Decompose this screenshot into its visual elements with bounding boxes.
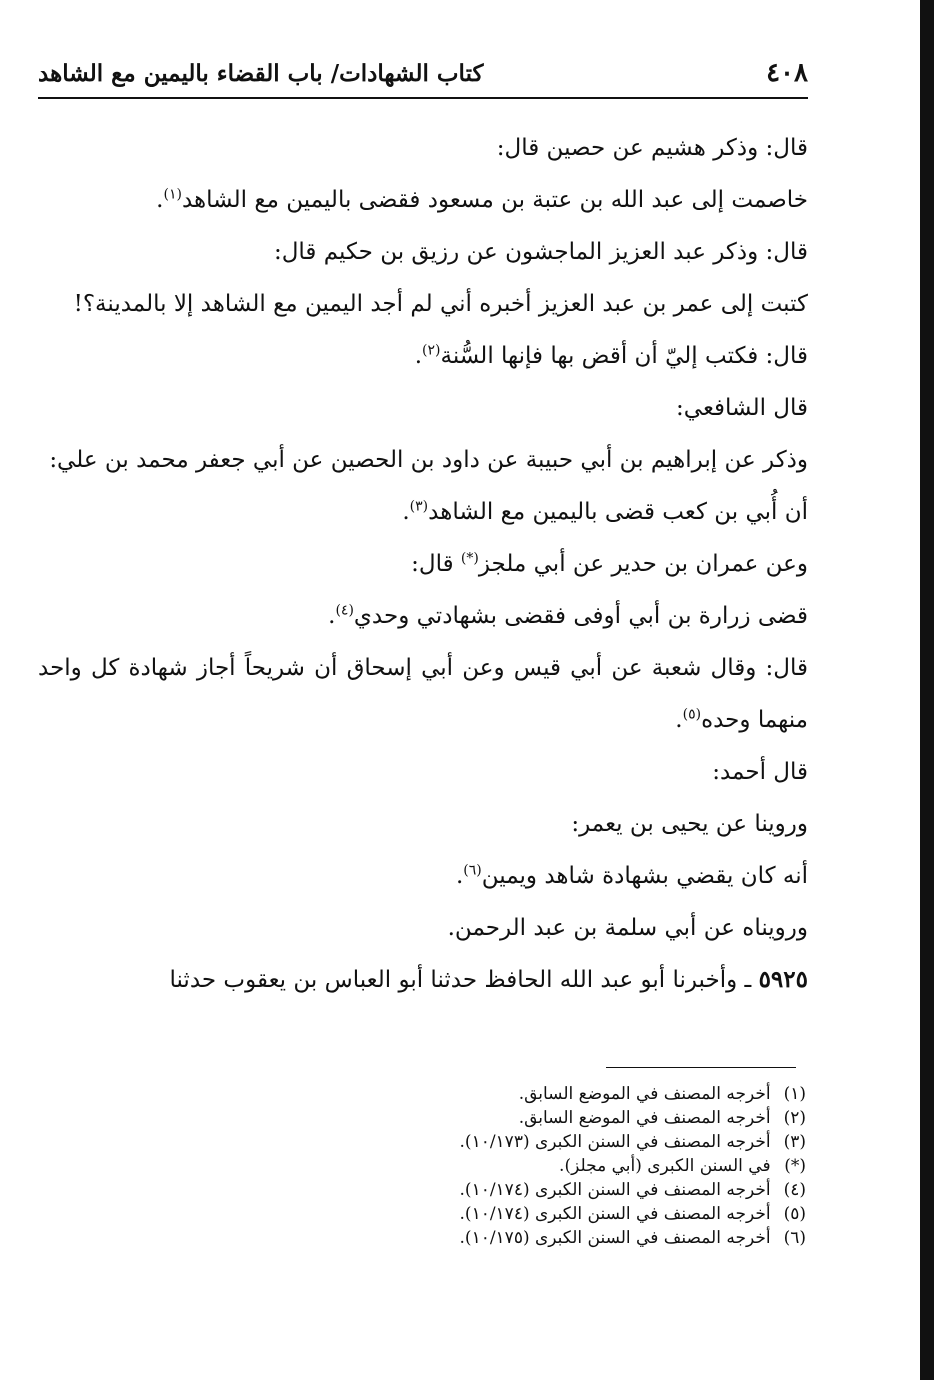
footnote-divider [606,1067,796,1068]
footnote-label: (٢) [783,1108,806,1128]
footnote-label: (٤) [783,1180,806,1200]
footnote-label: (*) [784,1156,806,1176]
footnote: (*) في السنن الكبرى (أبي مجلز). [559,1156,806,1176]
paragraph: وعن عمران بن حدير عن أبي ملجز(*) قال: [411,550,808,577]
footnote-label: (٥) [783,1204,806,1224]
footnote-ref[interactable]: (٤) [335,602,354,619]
paragraph: خاصمت إلى عبد الله بن عتبة بن مسعود فقضى باليمين مع الشاهد$^{(١)}$. [156,186,808,213]
footnote-label: (٣) [783,1132,806,1152]
footnote-ref[interactable]: (٦) [463,862,482,879]
footnotes [330,1082,806,1250]
paragraph: قضى زرارة بن أبي أوفى فقضى بشهادتي وحدي$^{(٤)}$. [328,602,808,629]
page-number: ٤٠٨ [766,58,808,88]
footnote: (٥) أخرجه المصنف في السنن الكبرى (١٠/١٧٤). [459,1204,806,1224]
paragraph: قال: وذكر عبد العزيز الماجشون عن رزيق بن حكيم قال: [273,239,808,265]
paragraph: قال: فكتب إليّ أن أقض بها فإنها السُّنة$^{(٢)}$. [414,342,808,369]
paragraph: وذكر عن إبراهيم بن أبي حبيبة عن داود بن الحصين عن أبي جعفر محمد بن علي: [49,447,808,473]
footnote: (١) أخرجه المصنف في الموضع السابق. [518,1084,806,1104]
footnote-ref[interactable]: (*) [460,550,479,567]
page-edge-border [920,0,934,1380]
hadith-number: ٥٩٢٥ [758,966,808,993]
paragraph: ورويناه عن أبي سلمة بن عبد الرحمن. [447,915,808,941]
footnote-label: (١) [783,1084,806,1104]
paragraph: أنه كان يقضي بشهادة شاهد ويمين$^{(٦)}$. [455,862,808,889]
paragraph: أن أُبي بن كعب قضى باليمين مع الشاهد$^{(٣)}$. [402,498,808,525]
footnote-label: (٦) [783,1228,806,1248]
footnote: (٢) أخرجه المصنف في الموضع السابق. [518,1108,806,1128]
footnote: (٤) أخرجه المصنف في السنن الكبرى (١٠/١٧٤). [459,1180,806,1200]
paragraph: قال أحمد: [712,759,808,785]
main-text [38,122,808,1006]
footnote: (٣) أخرجه المصنف في السنن الكبرى (١٠/١٧٣). [459,1132,806,1152]
running-title: كتاب الشهادات/ باب القضاء باليمين مع الشاهد [38,60,484,87]
page-header [38,52,808,96]
paragraph: قال: وذكر هشيم عن حصين قال: [496,135,808,161]
hadith-paragraph: ٥٩٢٥ ـ وأخبرنا أبو عبد الله الحافظ حدثنا أبو العباس بن يعقوب حدثنا [169,966,808,993]
footnote-ref[interactable]: (٥) [682,706,702,723]
paragraph: كتبت إلى عمر بن عبد العزيز أخبره أني لم أجد اليمين مع الشاهد إلا بالمدينة؟! [73,291,808,317]
paragraph: وروينا عن يحيى بن يعمر: [571,811,808,837]
paragraph: قال: وقال شعبة عن أبي قيس وعن أبي إسحاق أن شريحاً أجاز شهادة كل واحد منهما وحده$^{(٥)}$. [38,655,808,733]
footnote: (٦) أخرجه المصنف في السنن الكبرى (١٠/١٧٥). [459,1228,806,1248]
footnote-ref[interactable]: (٢) [422,342,441,359]
paragraph: قال الشافعي: [676,395,808,421]
header-divider [38,97,808,99]
footnote-ref[interactable]: (٣) [409,498,429,515]
footnote-ref[interactable]: (١) [163,186,182,203]
